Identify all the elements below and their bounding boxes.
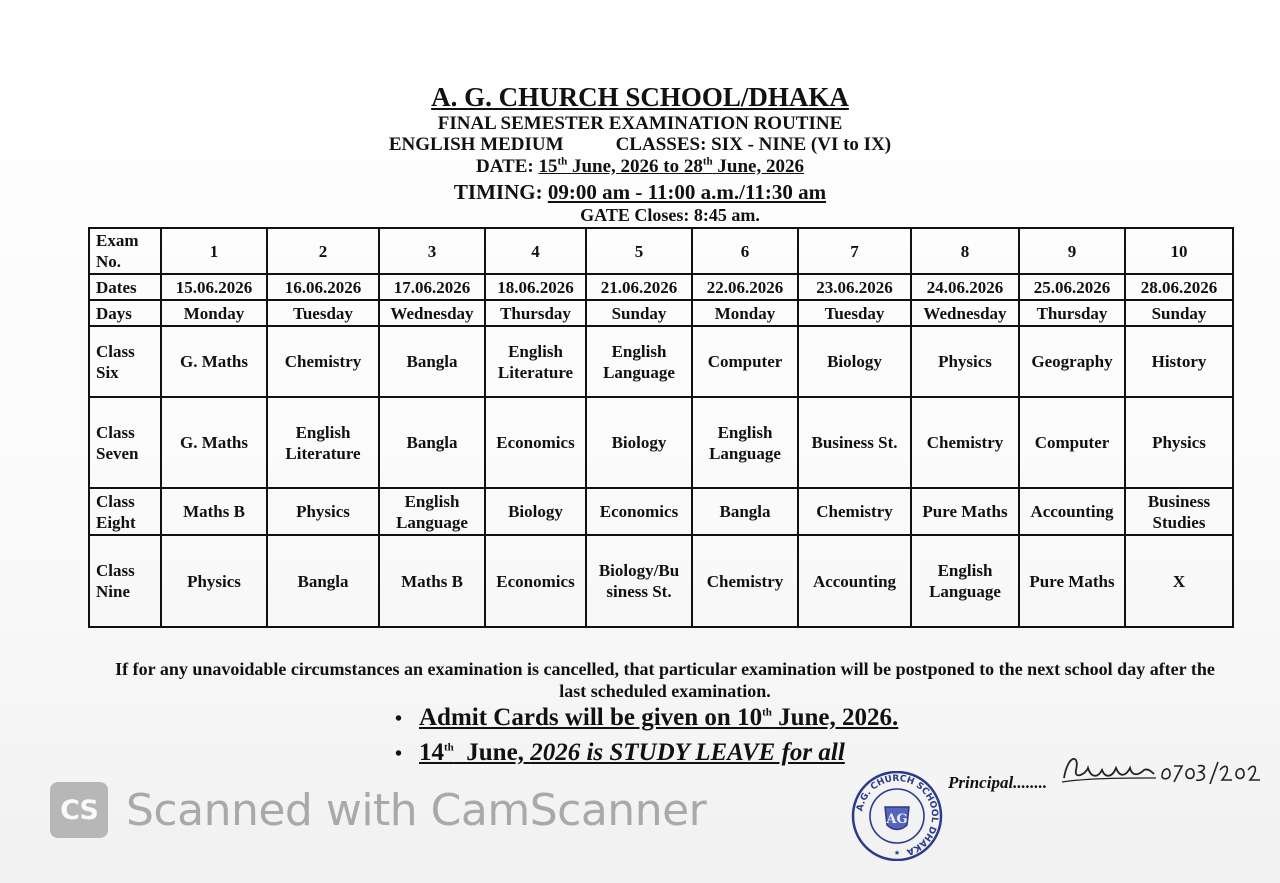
- exam-routine-table: [88, 227, 1234, 628]
- date-cell: 17.06.2026: [379, 274, 485, 300]
- svg-text:A.G. CHURCH SCHOOL DHAKA: A.G. CHURCH SCHOOL DHAKA: [855, 773, 940, 857]
- date-cell: 24.06.2026: [911, 274, 1019, 300]
- class-row: [89, 488, 1233, 535]
- subject-cell: Maths B: [161, 488, 267, 535]
- subject-cell: Biology: [798, 326, 911, 397]
- date-cell: 23.06.2026: [798, 274, 911, 300]
- date-cell: 28.06.2026: [1125, 274, 1233, 300]
- subject-cell: Physics: [1125, 397, 1233, 488]
- exam-number-cell: 8: [911, 228, 1019, 274]
- date-range: 15th June, 2026 to 28th June, 2026: [538, 155, 804, 177]
- subject-cell: English Language: [586, 326, 692, 397]
- subject-cell: Chemistry: [267, 326, 379, 397]
- subject-cell: English Literature: [267, 397, 379, 488]
- svg-text:AG: AG: [886, 812, 908, 827]
- subject-cell: Computer: [1019, 397, 1125, 488]
- date-cell: 22.06.2026: [692, 274, 798, 300]
- study-leave-notice: • 14th June, 2026 is STUDY LEAVE for all: [395, 739, 845, 766]
- subject-cell: English Language: [911, 535, 1019, 627]
- classes-label: CLASSES: SIX - NINE (VI to IX): [615, 134, 892, 155]
- exam-number-cell: 10: [1125, 228, 1233, 274]
- exam-number-cell: 2: [267, 228, 379, 274]
- day-cell: Wednesday: [911, 300, 1019, 326]
- subject-cell: Bangla: [379, 326, 485, 397]
- date-cell: 18.06.2026: [485, 274, 586, 300]
- subject-cell: Physics: [267, 488, 379, 535]
- admit-card-notice: • Admit Cards will be given on 10th June, 2026.: [395, 704, 899, 731]
- subject-cell: Geography: [1019, 326, 1125, 397]
- subject-cell: History: [1125, 326, 1233, 397]
- exam-number-cell: 9: [1019, 228, 1125, 274]
- subject-cell: Economics: [485, 535, 586, 627]
- exam-number-cell: 6: [692, 228, 798, 274]
- exam-number-cell: 1: [161, 228, 267, 274]
- subject-cell: Accounting: [798, 535, 911, 627]
- date-cell: 15.06.2026: [161, 274, 267, 300]
- row-label: Class Six: [89, 326, 161, 397]
- dates-row: [89, 274, 1233, 300]
- subject-cell: Pure Maths: [1019, 535, 1125, 627]
- school-name: A. G. CHURCH SCHOOL/DHAKA: [431, 82, 849, 112]
- row-label: Exam No.: [89, 228, 161, 274]
- postponement-note: If for any unavoidable circumstances an examination is cancelled, that particular examination will be postponed to the next school day after the last scheduled examination.: [115, 659, 1215, 701]
- subject-cell: Computer: [692, 326, 798, 397]
- subject-cell: Biology/Bu siness St.: [586, 535, 692, 627]
- subject-cell: Accounting: [1019, 488, 1125, 535]
- subject-cell: Bangla: [692, 488, 798, 535]
- camscanner-logo-icon: CS: [50, 782, 108, 838]
- day-cell: Tuesday: [798, 300, 911, 326]
- subject-cell: English Language: [379, 488, 485, 535]
- day-cell: Sunday: [1125, 300, 1233, 326]
- class-row: [89, 397, 1233, 488]
- exam-number-cell: 4: [485, 228, 586, 274]
- date-line: DATE: 15th June, 2026 to 28th June, 2026: [475, 155, 804, 177]
- camscanner-watermark: [50, 780, 706, 840]
- watermark-text: Scanned with CamScanner: [126, 784, 707, 836]
- date-cell: 16.06.2026: [267, 274, 379, 300]
- day-cell: Wednesday: [379, 300, 485, 326]
- subject-cell: Business St.: [798, 397, 911, 488]
- subject-cell: Chemistry: [911, 397, 1019, 488]
- timing-line: TIMING: 09:00 am - 11:00 a.m./11:30 am: [453, 180, 827, 204]
- row-label: Days: [89, 300, 161, 326]
- row-label: Class Seven: [89, 397, 161, 488]
- row-label: Dates: [89, 274, 161, 300]
- exam-number-row: [89, 228, 1233, 274]
- exam-number-cell: 5: [586, 228, 692, 274]
- subject-cell: English Literature: [485, 326, 586, 397]
- subject-cell: G. Maths: [161, 326, 267, 397]
- subject-cell: Chemistry: [798, 488, 911, 535]
- date-cell: 21.06.2026: [586, 274, 692, 300]
- school-seal: [849, 771, 945, 861]
- subject-cell: Biology: [485, 488, 586, 535]
- timing-value: 09:00 am - 11:00 a.m./11:30 am: [547, 180, 827, 204]
- day-cell: Monday: [161, 300, 267, 326]
- subject-cell: G. Maths: [161, 397, 267, 488]
- subject-cell: X: [1125, 535, 1233, 627]
- row-label: Class Nine: [89, 535, 161, 627]
- subject-cell: Economics: [485, 397, 586, 488]
- day-cell: Thursday: [485, 300, 586, 326]
- days-row: [89, 300, 1233, 326]
- class-row: [89, 326, 1233, 397]
- principal-signature: [1058, 748, 1268, 798]
- medium-label: ENGLISH MEDIUM: [388, 134, 564, 155]
- svg-text:★: ★: [893, 849, 901, 857]
- subject-cell: Physics: [911, 326, 1019, 397]
- subject-cell: Bangla: [379, 397, 485, 488]
- gate-closing-time: GATE Closes: 8:45 am.: [580, 205, 760, 225]
- class-row: [89, 535, 1233, 627]
- medium-classes-line: [0, 134, 1280, 156]
- date-cell: 25.06.2026: [1019, 274, 1125, 300]
- subject-cell: Bangla: [267, 535, 379, 627]
- day-cell: Sunday: [586, 300, 692, 326]
- subject-cell: Maths B: [379, 535, 485, 627]
- subject-cell: Chemistry: [692, 535, 798, 627]
- subject-cell: Pure Maths: [911, 488, 1019, 535]
- exam-number-cell: 7: [798, 228, 911, 274]
- day-cell: Thursday: [1019, 300, 1125, 326]
- subject-cell: Physics: [161, 535, 267, 627]
- subject-cell: Economics: [586, 488, 692, 535]
- day-cell: Monday: [692, 300, 798, 326]
- day-cell: Tuesday: [267, 300, 379, 326]
- subject-cell: Business Studies: [1125, 488, 1233, 535]
- row-label: Class Eight: [89, 488, 161, 535]
- exam-number-cell: 3: [379, 228, 485, 274]
- routine-title: FINAL SEMESTER EXAMINATION ROUTINE: [437, 113, 843, 134]
- principal-label: Principal........: [948, 773, 1048, 792]
- subject-cell: English Language: [692, 397, 798, 488]
- subject-cell: Biology: [586, 397, 692, 488]
